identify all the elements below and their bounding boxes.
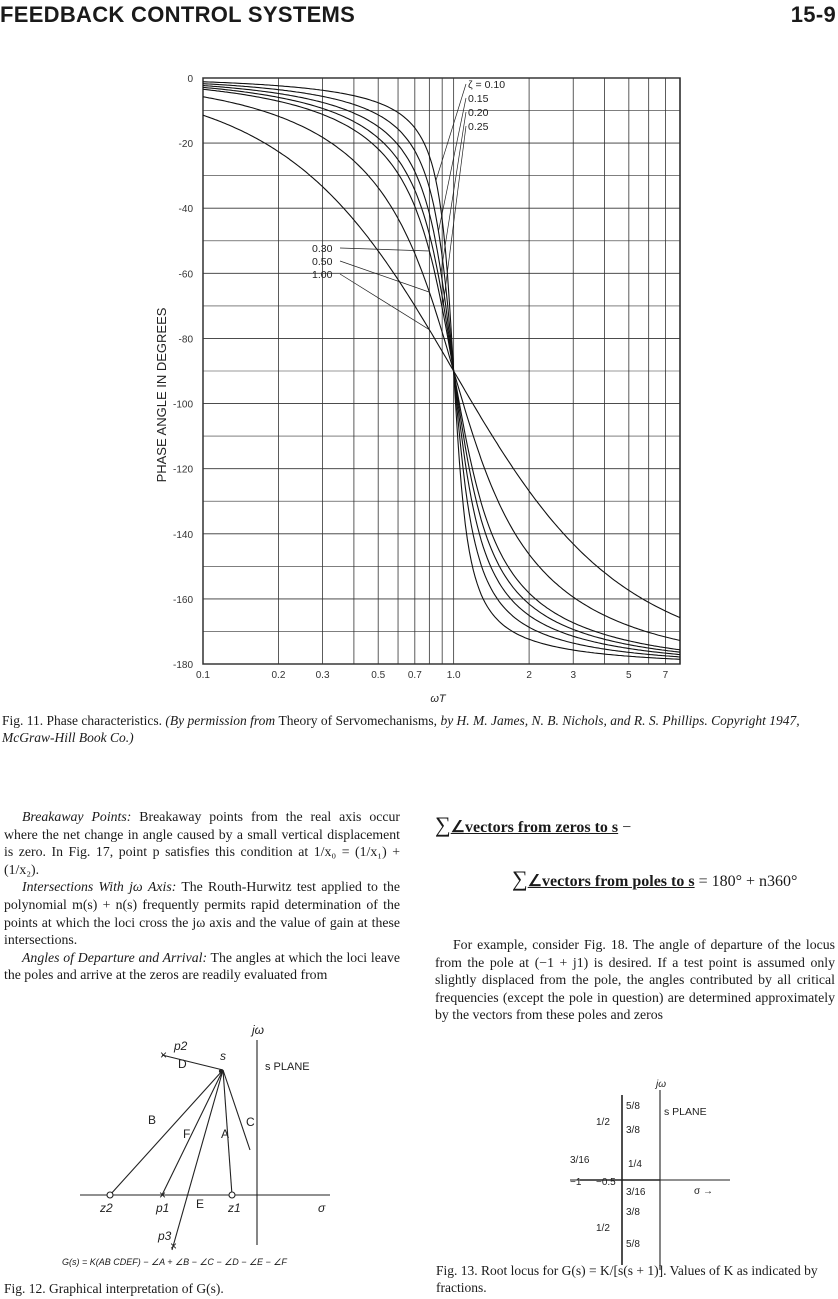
k-3-8-upper: 3/8 [626, 1125, 640, 1136]
k-5-8-lower: 5/8 [626, 1239, 640, 1250]
zeta-callout-upper: 0.25 [468, 121, 489, 133]
label-p2: p2 [174, 1039, 188, 1053]
zeta-callout-leader [340, 261, 429, 292]
x-tick-label: 0.7 [407, 670, 422, 681]
y-tick-label: -60 [178, 269, 193, 281]
sigma-sum-1: ∑ [435, 812, 451, 837]
x-tick-label: 0.3 [315, 670, 330, 681]
zeta-callout-leader [340, 274, 429, 330]
running-header-title: FEEDBACK CONTROL SYSTEMS [0, 2, 356, 27]
zeta-callout-upper: 0.20 [468, 107, 489, 119]
left-column-text [4, 808, 400, 984]
y-tick-label: -40 [178, 204, 193, 216]
intersections-paragraph [4, 878, 400, 948]
label-s-plane: s PLANE [664, 1106, 707, 1118]
angles-text: The angles at which the loci leave the poles and arrive at the zeros are readily evaluated from [4, 949, 400, 983]
x-tick-label: 7 [662, 670, 669, 681]
zeta-callout-leader [438, 98, 466, 231]
equation-poles [512, 866, 797, 892]
fig11-caption [2, 712, 836, 746]
label-sigma: σ [318, 1201, 326, 1215]
fig11-caption-book: Theory of Servomechanisms, [278, 713, 441, 728]
phase-curve-zeta-1 [203, 115, 680, 617]
pole-p3-marker: × [170, 1239, 178, 1253]
zeta-callout-leader [340, 248, 429, 251]
eq-zeros-term: ∠vectors from zeros to s [450, 819, 619, 836]
k-1-2-upper: 1/2 [596, 1117, 610, 1128]
k-1-2-lower: 1/2 [596, 1223, 610, 1234]
phase-curve-zeta-0-5 [203, 97, 680, 641]
label-sigma: σ → [694, 1186, 713, 1197]
fig13-root-locus [540, 1079, 740, 1275]
pole-p2-marker: × [160, 1048, 168, 1062]
k-3-16-upper: 3/16 [570, 1155, 590, 1166]
zeta-callout-lower: 0.30 [312, 243, 333, 255]
angles-paragraph [4, 949, 400, 984]
tick-minus-0-5: −0.5 [596, 1177, 616, 1188]
x-tick-label: 3 [570, 670, 577, 681]
y-tick-label: -160 [172, 594, 193, 606]
intersections-text: The Routh-Hurwitz test applied to the polynomial m(s) + n(s) frequently permits rapid determination of the points at which the loci cross the jω axis and the value of gain at these intersections. [4, 879, 400, 948]
vector-d [162, 1055, 223, 1070]
y-tick-label: -180 [172, 660, 193, 671]
departure-paragraph: For example, consider Fig. 18. The angle of departure of the locus from the pole at (−1 + j1) is desired. If a test point is assumed only slightly displaced from the pole, the angles contributed by all critical frequencies (except the pole in question) are determined approximately by the vectors from these poles and zeros [435, 937, 835, 1023]
label-z1: z1 [228, 1201, 241, 1215]
eq-zeros-tail: − [618, 819, 632, 836]
zero-z1 [229, 1192, 235, 1198]
pole-p1-marker: × [159, 1188, 167, 1202]
y-tick-label: -100 [172, 399, 193, 411]
right-column-text [435, 936, 835, 1024]
phase-curve-zeta-0-2 [203, 86, 680, 655]
fig12-caption: Fig. 12. Graphical interpretation of G(s). [4, 1281, 224, 1296]
label-p1: p1 [156, 1201, 170, 1215]
label-z2: z2 [100, 1201, 113, 1215]
x-tick-label: 0.2 [271, 670, 286, 681]
label-s-plane: s PLANE [265, 1061, 310, 1073]
label-a: A [221, 1127, 230, 1141]
phase-curve-zeta-0-3 [203, 89, 680, 650]
eq-poles-term: ∠vectors from poles to s [527, 873, 695, 890]
breakaway-text: Breakaway points from the real axis occur where the net change in angle caused by a small vertical displacement is zero. In Fig. 17, point p satisfies this condition at 1/x₀ = (1/x₁) + (1/x₂). [4, 809, 400, 877]
y-tick-label: -120 [172, 464, 193, 476]
k-3-16-lower: 3/16 [626, 1187, 646, 1198]
fig11-caption-permission: (By permission from [165, 713, 279, 728]
phase-curve-zeta-0-1 [203, 82, 680, 660]
x-tick-label: 2 [526, 670, 532, 681]
zeta-callout-upper: 0.15 [468, 93, 489, 105]
phase-characteristics-chart [0, 60, 838, 710]
y-tick-label: -80 [178, 334, 193, 346]
y-axis-label: PHASE ANGLE IN DEGREES [154, 307, 169, 483]
breakaway-title: Breakaway Points: [22, 809, 132, 824]
label-c: C [246, 1115, 255, 1129]
intersections-title: Intersections With jω Axis: [22, 879, 177, 895]
x-tick-label: 5 [626, 670, 632, 681]
page-number: 15-9 [790, 2, 836, 27]
y-tick-label: -140 [172, 529, 193, 541]
x-tick-label: 0.5 [371, 670, 386, 681]
x-tick-label: 0.1 [196, 670, 210, 681]
label-p3: p3 [158, 1229, 172, 1243]
zeta-callout-lower: 0.50 [312, 256, 333, 268]
phase-curve-zeta-0-15 [203, 84, 680, 657]
fig12-formula: G(s) = K(AB CDEF) − ∠A + ∠B − ∠C − ∠D − ∠E − ∠F [62, 1257, 287, 1267]
label-s: s [220, 1049, 226, 1063]
fig13-caption: Fig. 13. Root locus for G(s) = K/[s(s + 1)]. Values of K as indicated by fractions. [436, 1263, 818, 1295]
k-3-8-lower: 3/8 [626, 1207, 640, 1218]
label-d: D [178, 1057, 187, 1071]
fig12-diagram [60, 1020, 360, 1253]
tick-minus-1: −1 [570, 1177, 582, 1188]
label-f: F [183, 1127, 191, 1141]
label-jw: jω [252, 1023, 265, 1037]
x-tick-label: 1.0 [446, 670, 461, 681]
vector-b [110, 1070, 223, 1195]
zeta-callout-lower: 1.00 [312, 269, 333, 281]
zeta-callout-upper: ζ = 0.10 [468, 79, 506, 91]
zeta-callout-leader [436, 84, 466, 181]
k-5-8-upper: 5/8 [626, 1101, 640, 1112]
zero-z2 [107, 1192, 113, 1198]
fig11-caption-label: Fig. 11. Phase characteristics. [2, 713, 166, 728]
label-b: B [148, 1113, 157, 1127]
fig11-caption-authors: by H. M. James, N. B. Nichols, and R. S. Phillips. Copyright 1947, McGraw-Hill Book Co.) [2, 713, 800, 745]
x-axis-label: ωT [430, 693, 446, 705]
y-tick-label: 0 [187, 74, 193, 85]
label-e: E [196, 1197, 205, 1211]
angles-title: Angles of Departure and Arrival: [22, 949, 208, 965]
point-s-marker: ● [218, 1066, 225, 1077]
phase-curve-zeta-0-25 [203, 87, 680, 652]
eq-poles-tail: = 180° + n360° [694, 873, 798, 890]
k-1-4: 1/4 [628, 1159, 642, 1170]
equation-zeros [435, 812, 631, 838]
label-jw: jω [656, 1079, 667, 1090]
breakaway-paragraph [4, 808, 400, 878]
y-tick-label: -20 [178, 139, 193, 151]
sigma-sum-2: ∑ [512, 866, 528, 891]
